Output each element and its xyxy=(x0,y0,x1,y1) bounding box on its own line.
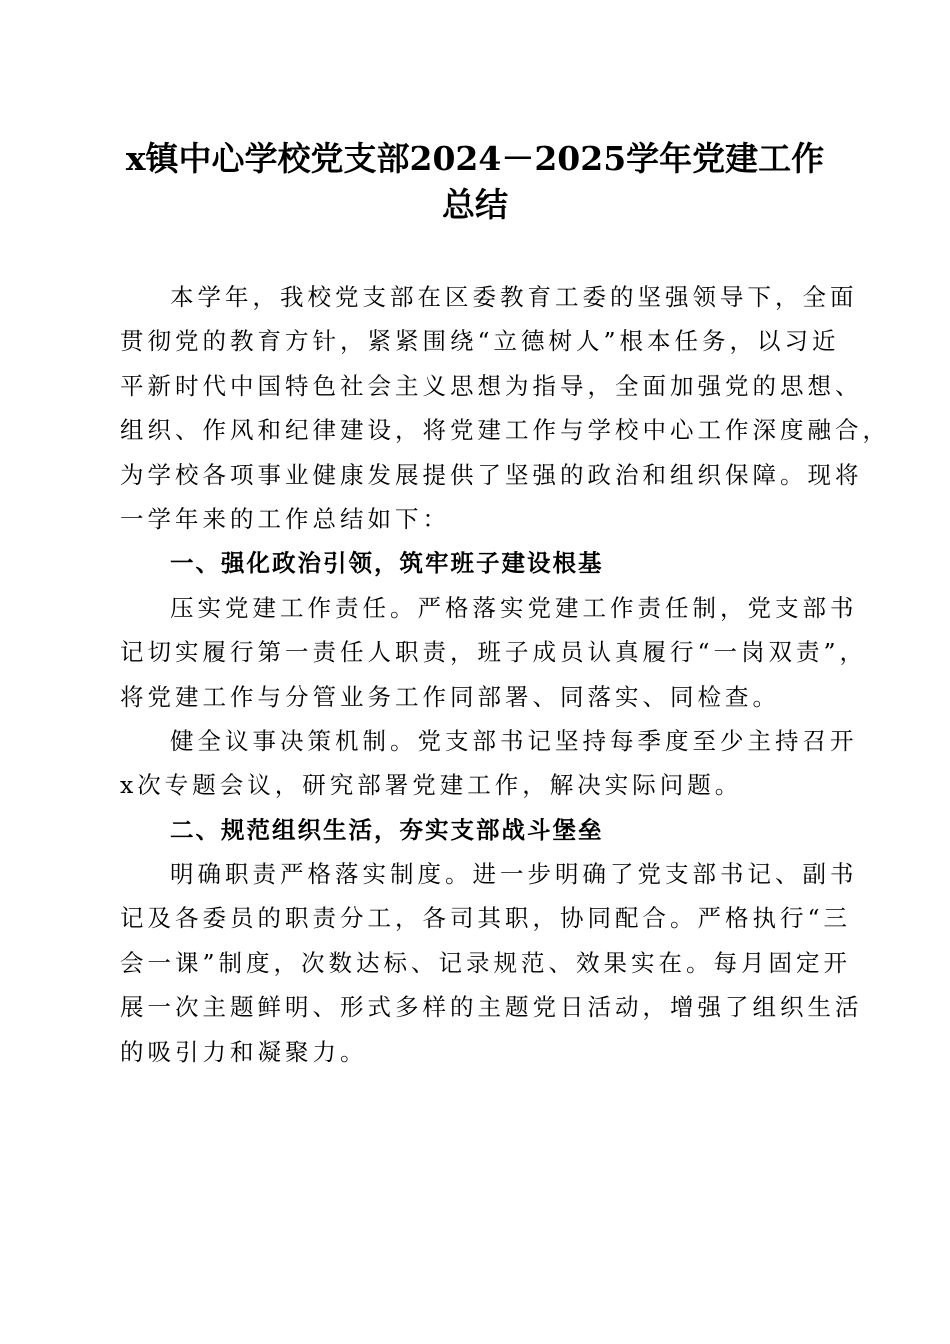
paragraph xyxy=(120,586,868,719)
paragraph xyxy=(120,852,863,1074)
paragraph-line: 的吸引力和凝聚力。 xyxy=(120,1037,368,1066)
paragraph-line: 记及各委员的职责分工，各司其职，协同配合。严格执行“三 xyxy=(120,904,852,933)
paragraph-line: 一学年来的工作总结如下： xyxy=(120,504,450,533)
paragraph-line: 为学校各项事业健康发展提供了坚强的政治和组织保障。现将 xyxy=(120,460,863,489)
document-title xyxy=(90,136,860,228)
paragraph-line: 健全议事决策机制。党支部书记坚持每季度至少主持召开 xyxy=(170,726,858,755)
title-line-1: x镇中心学校党支部2024－2025学年党建工作 xyxy=(125,139,825,178)
paragraph-line: 压实党建工作责任。严格落实党建工作责任制，党支部书 xyxy=(170,593,858,622)
paragraph-line: 本学年，我校党支部在区委教育工委的坚强领导下，全面 xyxy=(170,283,858,311)
document-body xyxy=(120,275,890,1074)
paragraph-line: 平新时代中国特色社会主义思想为指导，全面加强党的思想、 xyxy=(120,371,863,400)
paragraph-line: x次专题会议，研究部署党建工作，解决实际问题。 xyxy=(120,771,743,800)
title-line-2: 总结 xyxy=(442,185,508,224)
paragraph-line: 贯彻党的教育方针，紧紧围绕“立德树人”根本任务，以习近 xyxy=(120,327,840,356)
paragraph xyxy=(120,275,890,541)
paragraph-line: 将党建工作与分管业务工作同部署、同落实、同检查。 xyxy=(120,682,780,711)
paragraph-line: 展一次主题鲜明、形式多样的主题党日活动，增强了组织生活 xyxy=(120,993,863,1022)
paragraph-line: 组织、作风和纪律建设，将党建工作与学校中心工作深度融合， xyxy=(120,416,890,445)
paragraph xyxy=(120,719,858,808)
paragraph-line: 会一课”制度，次数达标、记录规范、效果实在。每月固定开 xyxy=(120,948,852,977)
paragraph-line: 明确职责严格落实制度。进一步明确了党支部书记、副书 xyxy=(170,860,858,889)
section-heading: 一、强化政治引领，筑牢班子建设根基 xyxy=(170,549,604,578)
paragraph-line: 记切实履行第一责任人职责，班子成员认真履行“一岗双责”， xyxy=(120,638,868,667)
section-heading: 二、规范组织生活，夯实支部战斗堡垒 xyxy=(170,815,604,844)
